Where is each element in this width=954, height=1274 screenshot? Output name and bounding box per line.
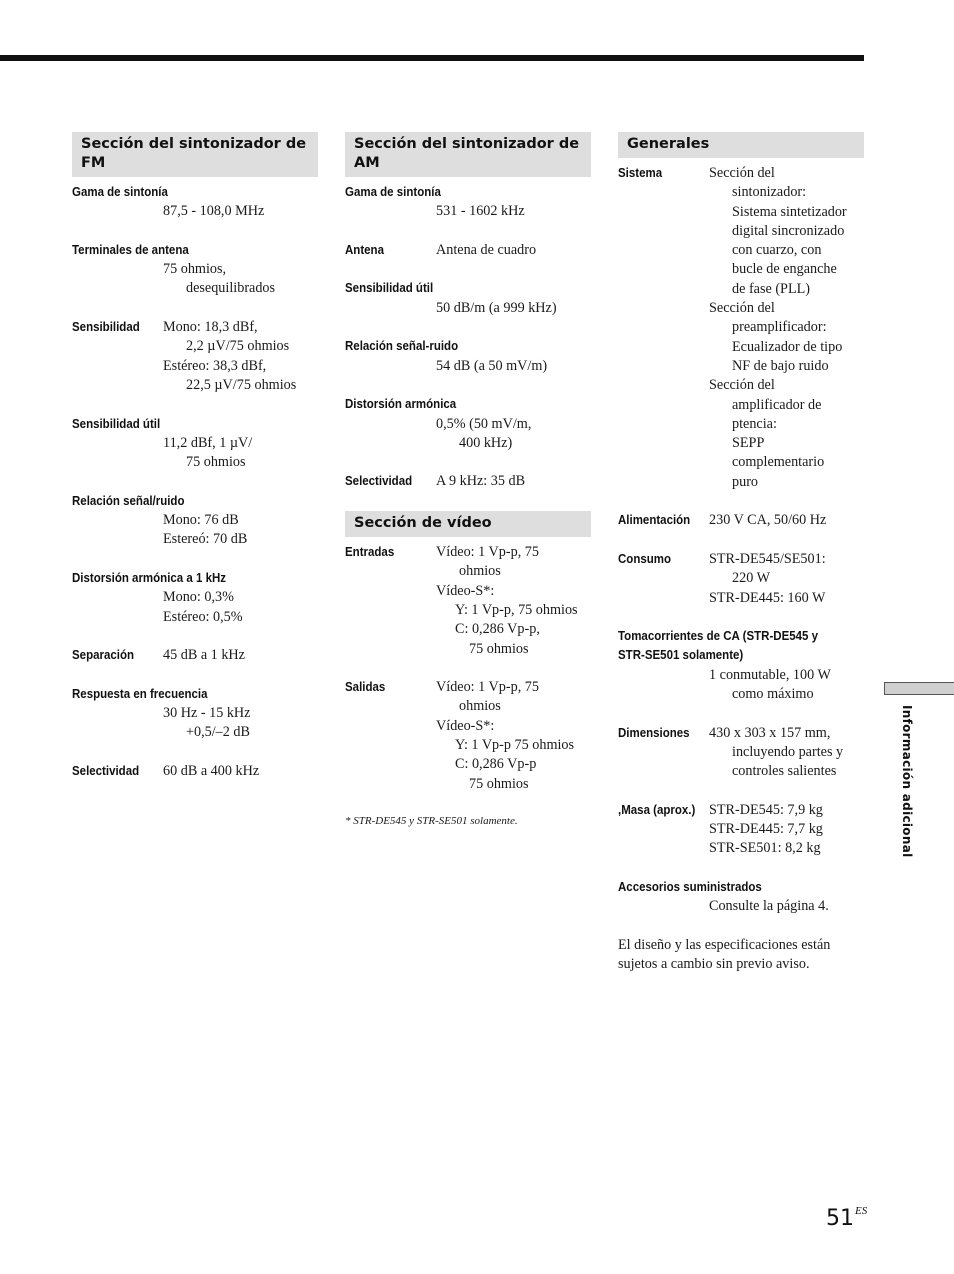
spec-label: Distorsión armónica (345, 397, 457, 412)
spec-label: Selectividad (72, 763, 140, 778)
spec-label: Terminales de antena (72, 242, 189, 257)
spec-label: Salidas (345, 680, 386, 695)
spec-value: Vídeo-S*: (436, 582, 495, 599)
spec-value: preamplificador: (732, 319, 827, 336)
spec-value: Vídeo-S*: (436, 717, 495, 734)
spec-ac-outlets (618, 627, 864, 704)
footnote: * STR-DE545 y STR-SE501 solamente. (345, 815, 518, 828)
spec-label: Gama de sintonía (72, 185, 168, 199)
section-header-video: Sección de vídeo (345, 511, 591, 537)
spec-am-antenna (345, 241, 591, 260)
spec-label: Sistema (618, 166, 663, 180)
spec-value: 400 kHz) (459, 434, 513, 451)
spec-label: Relación señal-ruido (345, 339, 459, 354)
spec-value: puro (732, 473, 759, 490)
spec-fm-tuning-range (72, 183, 318, 222)
spec-value: 75 ohmios (186, 454, 246, 471)
spec-mass (618, 801, 864, 859)
spec-value: Y: 1 Vp-p, 75 ohmios (455, 601, 578, 618)
spec-system (618, 164, 864, 492)
page-number-value: 51 (826, 1206, 854, 1231)
page-number (826, 1205, 867, 1231)
spec-value: 2,2 µV/75 ohmios (186, 338, 290, 355)
spec-label: Relación señal/ruido (72, 493, 185, 508)
spec-fm-selectivity (72, 762, 318, 781)
disclaimer-note (618, 936, 864, 975)
spec-value: Sistema sintetizador (732, 203, 847, 220)
spec-label: Consumo (618, 551, 672, 566)
chapter-side-label: Información adicional (900, 705, 914, 858)
spec-value: ohmios (459, 698, 501, 715)
spec-value: Ecualizador de tipo (732, 338, 843, 355)
spec-value: de fase (PLL) (732, 280, 810, 297)
chapter-tab (884, 682, 954, 695)
general-column (618, 132, 864, 974)
spec-label: Entradas (345, 545, 395, 560)
spec-value: STR-DE445: 160 W (709, 589, 826, 606)
spec-fm-sensitivity (72, 318, 318, 395)
spec-label: Tomacorrientes de CA (STR-DE545 y (618, 629, 819, 644)
spec-value: 220 W (732, 570, 770, 587)
spec-am-usable-sensitivity (345, 279, 591, 318)
spec-value: incluyendo partes y (732, 743, 844, 760)
section-header-general: Generales (618, 132, 864, 158)
spec-fm-antenna-terminals (72, 241, 318, 299)
spec-value: NF de bajo ruido (732, 357, 829, 374)
spec-value: Mono: 0,3% (163, 589, 234, 606)
spec-am-distortion (345, 395, 591, 453)
spec-value: ptencia: (732, 415, 777, 432)
spec-value: complementario (732, 454, 825, 471)
spec-value: con cuarzo, con (732, 242, 822, 259)
spec-value: controles salientes (732, 763, 837, 780)
spec-value: C: 0,286 Vp-p, (455, 621, 540, 638)
spec-value: 0,5% (50 mV/m, (436, 415, 532, 432)
spec-value: C: 0,286 Vp-p (455, 756, 537, 773)
spec-value: A 9 kHz: 35 dB (436, 473, 526, 490)
spec-value: Antena de cuadro (436, 241, 537, 258)
spec-value: Estéreo: 38,3 dBf, (163, 357, 267, 374)
spec-value: Y: 1 Vp-p 75 ohmios (455, 737, 575, 754)
spec-am-selectivity (345, 472, 591, 491)
spec-label: Separación (72, 648, 134, 663)
spec-label: Accesorios suministrados (618, 879, 762, 894)
spec-value: 54 dB (a 50 mV/m) (436, 357, 548, 374)
spec-am-tuning-range (345, 183, 591, 222)
spec-value: Vídeo: 1 Vp-p, 75 (436, 679, 539, 696)
spec-value: 30 Hz - 15 kHz (163, 705, 251, 722)
spec-video-inputs (345, 543, 591, 659)
spec-value: 75 ohmios, (163, 261, 227, 278)
spec-am-snr (345, 337, 591, 376)
section-header-fm: Sección del sintonizador de FM (72, 132, 318, 177)
spec-power-consumption (618, 550, 864, 608)
spec-value: como máximo (732, 686, 814, 703)
spec-value: 75 ohmios (469, 640, 529, 657)
spec-value: 11,2 dBf, 1 µV/ (163, 434, 253, 451)
am-video-column (345, 132, 591, 829)
spec-value: Vídeo: 1 Vp-p, 75 (436, 544, 539, 561)
spec-value: digital sincronizado (732, 222, 845, 239)
spec-value: Estereó: 70 dB (163, 531, 248, 548)
note-line: El diseño y las especificaciones están (618, 936, 831, 953)
spec-value: Sección del (709, 377, 775, 394)
spec-value: Sección del (709, 300, 775, 317)
page-language-suffix: ES (855, 1205, 868, 1217)
spec-power-supply (618, 511, 864, 530)
spec-value: Estéreo: 0,5% (163, 608, 243, 625)
spec-value: Mono: 18,3 dBf, (163, 319, 258, 336)
spec-value: 45 dB a 1 kHz (163, 647, 245, 664)
note-line: sujetos a cambio sin previo aviso. (618, 956, 810, 973)
spec-accessories (618, 878, 864, 917)
spec-value: Sección del (709, 165, 775, 181)
spec-label: Sensibilidad (72, 320, 140, 335)
spec-value: STR-SE501: 8,2 kg (709, 840, 821, 857)
spec-label: Selectividad (345, 474, 413, 489)
spec-value: bucle de enganche (732, 261, 837, 278)
top-rule (0, 55, 864, 61)
fm-tuner-column (72, 132, 318, 801)
spec-value: 50 dB/m (a 999 kHz) (436, 299, 557, 316)
section-header-am: Sección del sintonizador de AM (345, 132, 591, 177)
spec-value: 1 conmutable, 100 W (709, 666, 831, 683)
spec-value: 60 dB a 400 kHz (163, 762, 260, 779)
spec-label: Sensibilidad útil (72, 416, 161, 431)
spec-value: sintonizador: (732, 184, 807, 201)
spec-value: ohmios (459, 563, 501, 580)
spec-label: Dimensiones (618, 725, 690, 740)
spec-fm-separation (72, 646, 318, 665)
spec-value: STR-DE445: 7,7 kg (709, 821, 823, 838)
spec-value: 75 ohmios (469, 775, 529, 792)
spec-label: Distorsión armónica a 1 kHz (72, 570, 227, 585)
spec-label-continued: STR-SE501 solamente) (618, 648, 744, 663)
spec-fm-snr (72, 492, 318, 550)
spec-value: amplificador de (732, 396, 822, 413)
spec-fm-frequency-response (72, 685, 318, 743)
spec-label: Sensibilidad útil (345, 281, 434, 296)
spec-value: SEPP (732, 435, 765, 452)
spec-dimensions (618, 724, 864, 782)
spec-value: Mono: 76 dB (163, 512, 239, 529)
spec-label: Gama de sintonía (345, 185, 441, 199)
spec-value: STR-DE545: 7,9 kg (709, 801, 823, 818)
spec-video-outputs (345, 678, 591, 794)
spec-fm-distortion (72, 569, 318, 627)
spec-value: 430 x 303 x 157 mm, (709, 724, 831, 741)
spec-value: 230 V CA, 50/60 Hz (709, 512, 827, 529)
spec-value: Consulte la página 4. (709, 898, 829, 915)
spec-value: +0,5/–2 dB (186, 724, 250, 741)
spec-label: Alimentación (618, 513, 691, 528)
spec-value: 22,5 µV/75 ohmios (186, 376, 297, 393)
spec-value: desequilibrados (186, 280, 276, 297)
spec-label: Respuesta en frecuencia (72, 686, 208, 701)
spec-label: Antena (345, 242, 384, 257)
spec-label: ,Masa (aprox.) (618, 802, 696, 817)
spec-value: 87,5 - 108,0 MHz (163, 203, 265, 220)
spec-value: 531 - 1602 kHz (436, 203, 525, 220)
spec-fm-usable-sensitivity (72, 415, 318, 473)
spec-value: STR-DE545/SE501: (709, 550, 826, 567)
